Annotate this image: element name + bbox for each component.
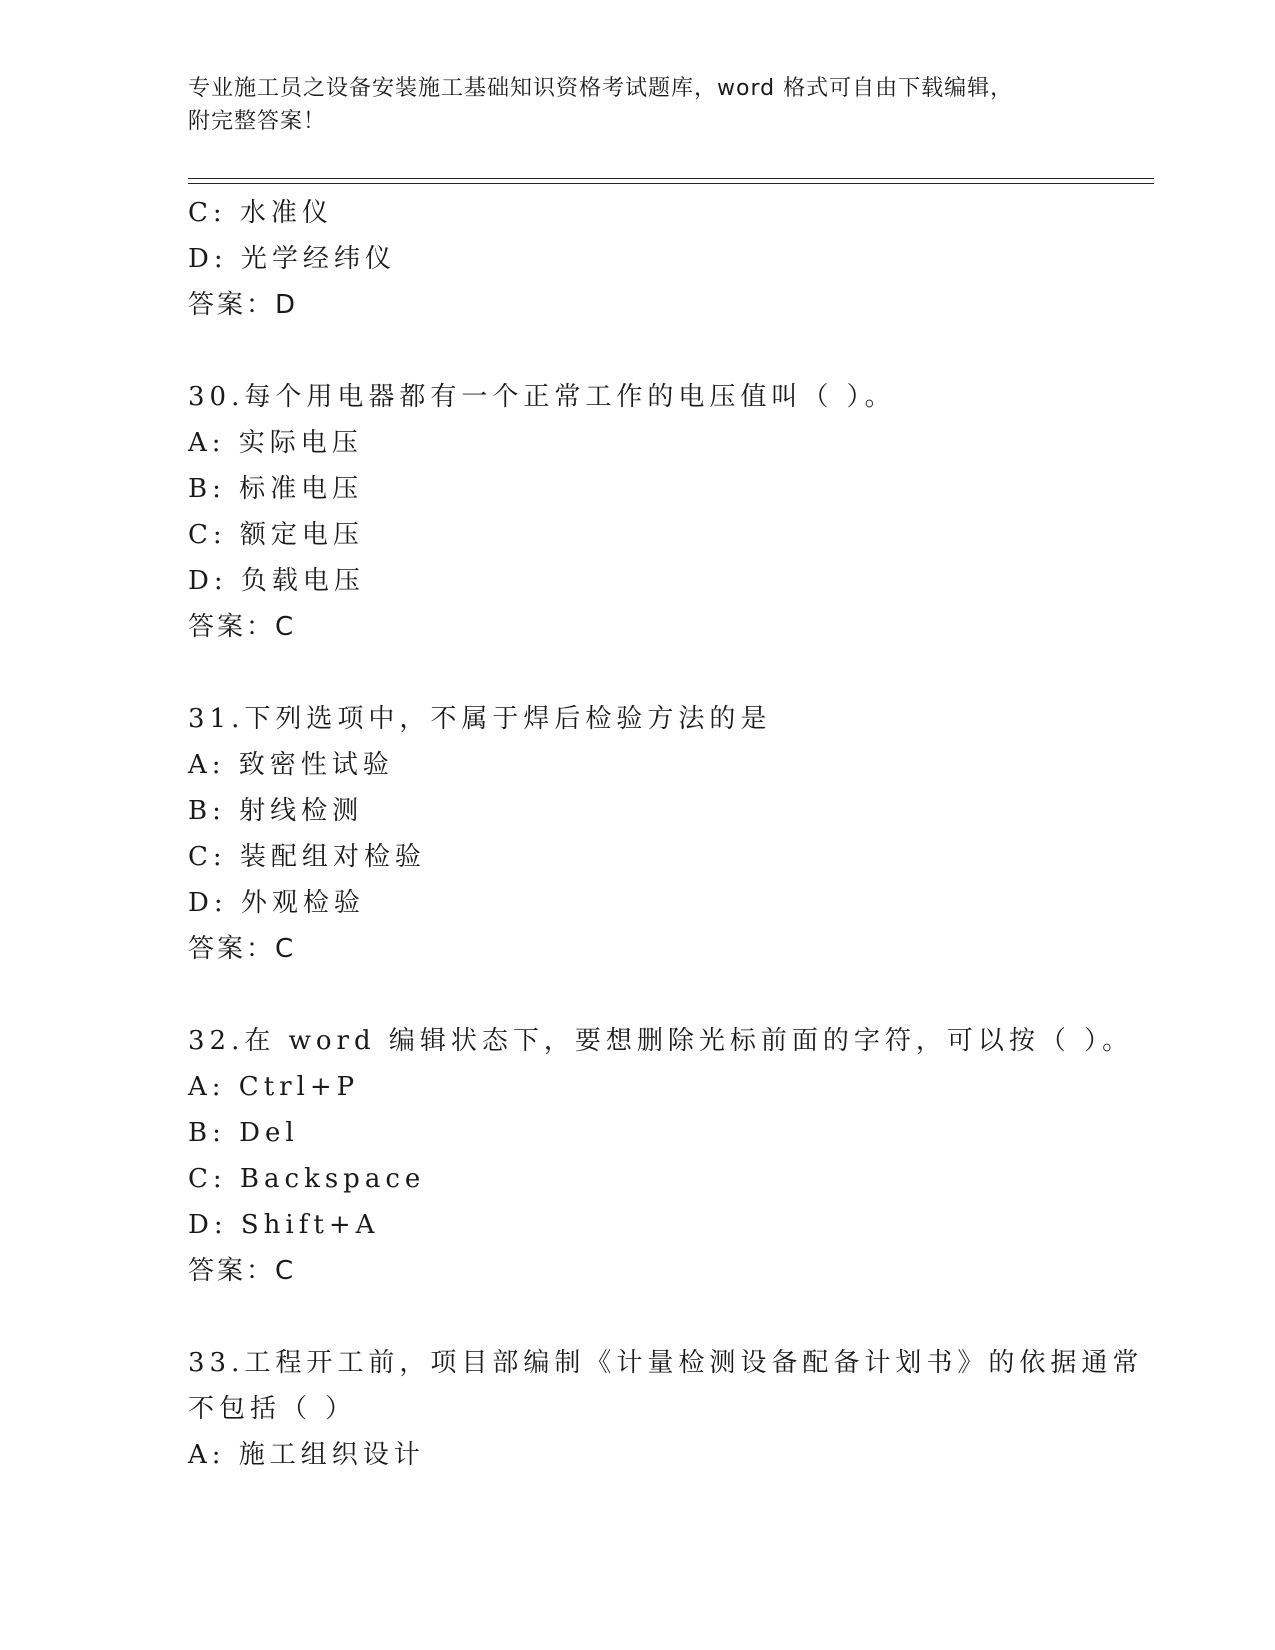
answer-label: 答案：C: [188, 1256, 297, 1286]
option-c: C: 额定电压: [188, 520, 364, 550]
option-d: D: 外观检验: [188, 888, 365, 918]
option-b: B: Del: [188, 1118, 299, 1148]
option-c: C: Backspace: [188, 1164, 426, 1194]
question-text-line-1: 33.工程开工前，项目部编制《计量检测设备配备计划书》的依据通常: [188, 1348, 1144, 1378]
question-block-prev: [188, 190, 1088, 328]
option-a: A: 致密性试验: [188, 750, 394, 780]
answer-label: 答案：C: [188, 934, 297, 964]
option-a: A: 施工组织设计: [188, 1440, 425, 1470]
option-a: A: Ctrl+P: [188, 1072, 360, 1102]
answer-label: 答案：D: [188, 290, 299, 320]
spacer: [188, 1294, 1088, 1340]
option-b: B: 标准电压: [188, 474, 364, 504]
header-line-2: 附完整答案！: [188, 109, 327, 134]
header-line-1: 专业施工员之设备安装施工基础知识资格考试题库，word 格式可自由下载编辑，: [188, 76, 1014, 101]
header-rule-top: [188, 178, 1154, 179]
question-text-line-2: 不包括（ ）: [188, 1394, 357, 1424]
spacer: [188, 328, 1088, 374]
question-block-30: [188, 374, 1088, 650]
question-text: 30.每个用电器都有一个正常工作的电压值叫（ ）。: [188, 382, 896, 412]
header-rule-bottom: [188, 183, 1154, 184]
option-d: D: Shift+A: [188, 1210, 380, 1240]
question-block-32: [188, 1018, 1134, 1294]
option-d: D: 光学经纬仪: [188, 244, 396, 274]
option-b: B: 射线检测: [188, 796, 364, 826]
answer-label: 答案：C: [188, 612, 297, 642]
option-c: C: 水准仪: [188, 198, 333, 228]
option-d: D: 负载电压: [188, 566, 365, 596]
question-text: 32.在 word 编辑状态下，要想删除光标前面的字符，可以按（ ）。: [188, 1026, 1134, 1056]
spacer: [188, 972, 1088, 1018]
spacer: [188, 650, 1088, 696]
option-a: A: 实际电压: [188, 428, 363, 458]
question-block-33: [188, 1340, 1144, 1478]
option-c: C: 装配组对检验: [188, 842, 426, 872]
question-text: 31.下列选项中，不属于焊后检验方法的是: [188, 704, 772, 734]
question-block-31: [188, 696, 1088, 972]
document-header: [188, 72, 1068, 138]
question-list: [188, 190, 1144, 1478]
